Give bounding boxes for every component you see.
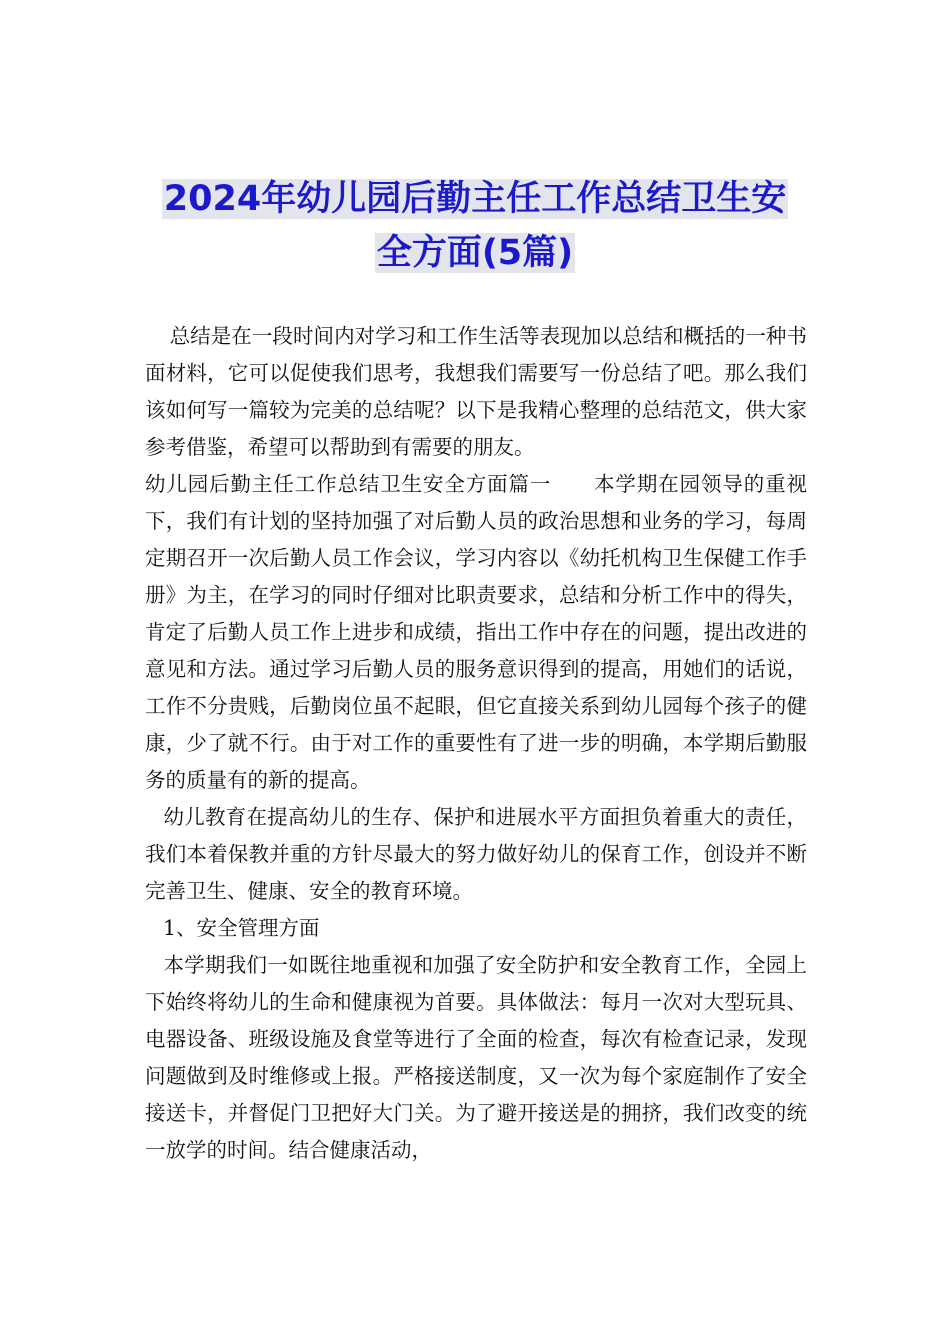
intro-paragraph: 总结是在一段时间内对学习和工作生活等表现加以总结和概括的一种书面材料，它可以促使我们思考，我想我们需要写一份总结了吧。那么我们该如何写一篇较为完美的总结呢？以下是我精心整理的总结范文，供大家参考借鉴，希望可以帮助到有需要的朋友。 (145, 324, 807, 459)
title-line-2: 全方面(5篇) (376, 233, 574, 273)
title-line-1: 2024年幼儿园后勤主任工作总结卫生安 (163, 179, 787, 219)
document-title (140, 172, 810, 280)
paragraph-safety: 本学期我们一如既往地重视和加强了安全防护和安全教育工作，全园上下始终将幼儿的生命和健康视为首要。具体做法：每月一次对大型玩具、电器设备、班级设施及食堂等进行了全面的检查，每次有检查记录，发现问题做到及时维修或上报。严格接送制度，又一次为每个家庭制作了安全接送卡，并督促门卫把好大门关。为了避开接送是的拥挤，我们改变的统一放学的时间。结合健康活动， (145, 953, 807, 1162)
paragraph-education: 幼儿教育在提高幼儿的生存、保护和进展水平方面担负着重大的责任，我们本着保教并重的方针尽最大的努力做好幼儿的保育工作，创设并不断完善卫生、健康、安全的教育环境。 (145, 805, 807, 903)
document-body (145, 318, 807, 1169)
section-heading-safety: 1、安全管理方面 (163, 916, 320, 940)
paragraph-article-one: 幼儿园后勤主任工作总结卫生安全方面篇一 本学期在园领导的重视下，我们有计划的坚持加强了对后勤人员的政治思想和业务的学习，每周定期召开一次后勤人员工作会议，学习内容以《幼托机构卫生保健工作手册》为主，在学习的同时仔细对比职责要求，总结和分析工作中的得失，肯定了后勤人员工作上进步和成绩，指出工作中存在的问题，提出改进的意见和方法。通过学习后勤人员的服务意识得到的提高，用她们的话说，工作不分贵贱，后勤岗位虽不起眼，但它直接关系到幼儿园每个孩子的健康，少了就不行。由于对工作的重要性有了进一步的明确，本学期后勤服务的质量有的新的提高。 (145, 472, 807, 792)
